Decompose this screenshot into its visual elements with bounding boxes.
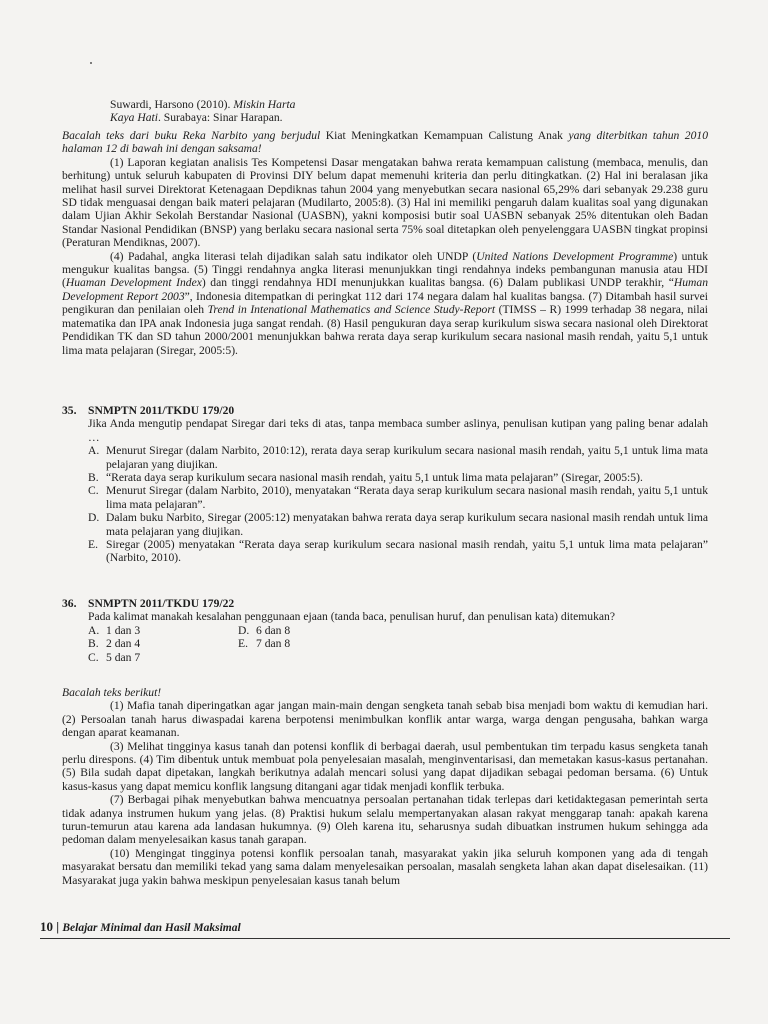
question-35 <box>62 404 708 565</box>
reference-citation <box>110 98 470 125</box>
paragraph: (7) Berbagai pihak menyebutkan bahwa mencuatnya persoalan pertanahan tidak terlepas dari ketidaktegasan pemerintah serta tidak adanya instrumen hukum yang jelas. (8) Praktisi hukum selalu mempertanyakan alasan rakyat menggarap tanah: apakah karena turun-temurun atau karena ada landasan hukumnya. (9) Oleh karena itu, seharusnya sudah dibuatkan instrumen hukum sehingga ada pedoman dalam menyelesaikan kasus tanah garapan. <box>62 793 708 847</box>
option-e[interactable]: E. Siregar (2005) menyatakan “Rerata daya serap kurikulum secara nasional masih rendah, yaitu 5,1 untuk lima mata pelajaran” (Narbito, 2010). <box>88 538 708 565</box>
option-c[interactable]: C. Menurut Siregar (dalam Narbito, 2010), menyatakan “Rerata daya serap kurikulum secara nasional masih rendah, yaitu 5,1 untuk lima mata pelajaran”. <box>88 484 708 511</box>
page-footer <box>40 920 730 939</box>
paragraph: (4) Padahal, angka literasi telah dijadikan salah satu indikator oleh UNDP (United Nations Development Programme) untuk mengukur kualitas bangsa. (5) Tinggi rendahnya angka literasi menunjukkan tingi rendahnya indeks pembangunan manusia atau HDI (Huaman Development Index) dan tinggi rendahnya HDI menunjukkan kualitas bangsa. (6) Dalam publikasi UNDP terakhir, “Human Development Report 2003”, Indonesia ditempatkan di peringkat 112 dari 174 negara dalam hal kualitas bangsa. (7) Ditambah hasil survei pengikuran dan penilaian oleh Trend in Intenational Mathematics and Science Study-Report (TIMSS – R) 1999 terhadap 38 negara, nilai matematika dan IPA anak Indonesia juga sangat rendah. (8) Hasil pengukuran daya serap kurikulum siswa secara nasional oleh Direktorat Pendidikan TK dan SD tahun 2000/2001 menunjukkan bahwa rerata daya serap kurikulum secara nasional masih rendah, yaitu 5,1 untuk lima mata pelajaran (Siregar, 2005:5). <box>62 249 708 357</box>
paragraph: (1) Laporan kegiatan analisis Tes Kompetensi Dasar mengatakan bahwa rerata kemampuan calistung (membaca, menulis, dan berhitung) untuk seluruh kabupaten di Provinsi DIY belum dapat memenuhi kriteria dan perlu ditingkatkan. (2) Hal ini beralasan jika melihat hasil survei Direktorat Ketenagaan Depdiknas tahun 2004 yang menyebutkan secara nasional 65,29% dari sebanyak 29.238 guru SD tidak menguasai dengan baik materi pelajaran (Mudilarto, 2005:8). (3) Hal ini memiliki pengaruh dalam kualitas soal yang digunakan dalam Ujian Akhir Sekolah Berstandar Nasional (UASBN), yakni komposisi butir soal UASBN sebanyak 25% ditentukan oleh Badan Standar Nasional Pendidikan (BNSP) yang berlaku secara nasional serta 75% soal ditetapkan oleh penyelenggara UASBN tingkat propinsi (Peraturan Mendiknas, 2007). <box>62 155 708 250</box>
passage-sengketa-tanah <box>62 686 708 887</box>
option-d[interactable]: D. Dalam buku Narbito, Siregar (2005:12) menyatakan bahwa rerata daya serap kurikulum secara nasional masih rendah untuk lima mata pelajaran yang diujikan. <box>88 511 708 538</box>
option-b[interactable]: B. “Rerata daya serap kurikulum secara nasional masih rendah, yaitu 5,1 untuk lima mata pelajaran” (Siregar, 2005:5). <box>88 471 643 485</box>
option-c[interactable]: C. 5 dan 7 <box>88 650 141 664</box>
passage-intro: Bacalah teks berikut! <box>62 686 162 699</box>
question-title: 35. SNMPTN 2011/TKDU 179/20 <box>62 404 235 417</box>
reference-line-1: Suwardi, Harsono (2010). Miskin Harta <box>110 98 296 111</box>
option-d[interactable]: D. 6 dan 8 <box>238 623 291 637</box>
option-a[interactable]: A. Menurut Siregar (dalam Narbito, 2010:12), rerata daya serap kurikulum secara nasional masih rendah, yaitu 5,1 untuk lima mata pelajaran yang diujikan. <box>88 444 708 471</box>
answer-options <box>88 624 708 664</box>
question-stem: Jika Anda mengutip pendapat Siregar dari teks di atas, tanpa membaca sumber aslinya, penulisan kutipan yang paling benar adalah … <box>88 417 708 444</box>
paragraph: (1) Mafia tanah diperingatkan agar jangan main-main dengan sengketa tanah sebab bisa menjadi bom waktu di kemudian hari. (2) Persoalan tanah harus diwaspadai karena berpotensi menimbulkan konflik antar warga, warga dengan pengusaha, bahkan warga dengan aparat keamanan. <box>62 699 708 740</box>
book-title: Belajar Minimal dan Hasil Maksimal <box>62 922 241 934</box>
footer-separator: | <box>53 919 63 934</box>
option-e[interactable]: E. 7 dan 8 <box>238 637 291 651</box>
question-36 <box>62 597 708 664</box>
question-title: 36. SNMPTN 2011/TKDU 179/22 <box>62 597 235 610</box>
question-stem: Pada kalimat manakah kesalahan penggunaan ejaan (tanda baca, penulisan huruf, dan penulisan kata) ditemukan? <box>88 610 615 624</box>
option-a[interactable]: A. 1 dan 3 <box>88 623 141 637</box>
scan-speck <box>90 62 92 64</box>
paragraph: (3) Melihat tingginya kasus tanah dan potensi konflik di berbagai daerah, usul pembentukan tim terpadu kasus sengketa tanah perlu direspons. (4) Tim dibentuk untuk membuat pola penyelesaian masalah, menginventarisasi, dan memetakan kasus-kasus pertanahan. (5) Bila sudah dapat dipetakan, langkah berikutnya adalah mencari solusi yang dapat dijadikan sebagai pedoman bersama. (6) Untuk kasus-kasus yang dapat memicu konflik langsung ditangani agar tidak menjadi konflik terbuka. <box>62 739 708 793</box>
passage-intro: Bacalah teks dari buku Reka Narbito yang berjudul Kiat Meningkatkan Kemampuan Calistung Anak yang diterbitkan tahun 2010 halaman 12 di bawah ini dengan saksama! <box>62 129 708 156</box>
page-number: 10 <box>40 919 53 934</box>
passage-calistung <box>62 129 708 357</box>
paragraph: (10) Mengingat tingginya potensi konflik persoalan tanah, masyarakat yakin jika seluruh komponen yang ada di tengah masyarakat bersatu dan memiliki tekad yang sama dalam menyelesaikan persoalan, masalah sengketa lahan akan dapat diselesaikan. (11) Masyarakat juga yakin bahwa meskipun penyelesaian kasus tanah belum <box>62 846 708 887</box>
reference-line-2: Kaya Hati. Surabaya: Sinar Harapan. <box>110 111 283 125</box>
option-b[interactable]: B. 2 dan 4 <box>88 637 141 651</box>
